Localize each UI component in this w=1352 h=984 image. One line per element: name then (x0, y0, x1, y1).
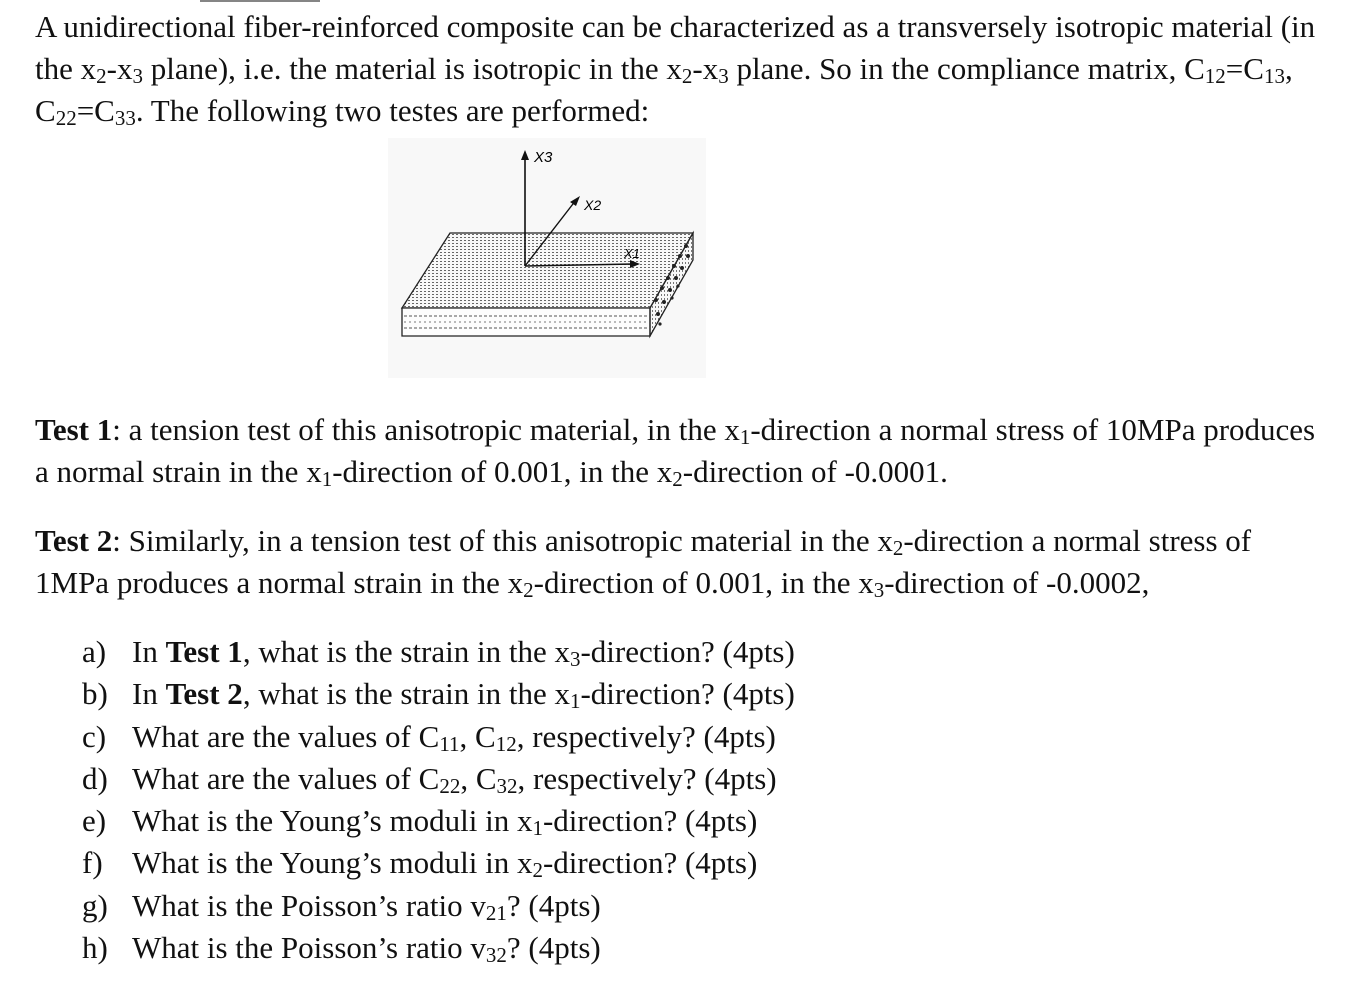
question-list (82, 631, 795, 969)
test1-label: Test 1 (35, 412, 113, 447)
question-c: c) What are the values of C11, C12, respectively? (4pts) (82, 718, 776, 756)
plate-top-face (402, 233, 693, 308)
axis-x3-label: X3 (534, 149, 553, 166)
test1-paragraph: Test 1: a tension test of this anisotropic material, in the x1-direction a normal stress of 10MPa produces a normal strain in the x1-direction of 0.001, in the x2-direction of -0.0001. (35, 412, 1316, 491)
test2-paragraph: Test 2: Similarly, in a tension test of this anisotropic material in the x2-direction a normal stress of 1MPa produces a normal strain in the x2-direction of 0.001, in the x3-direction of -0.0002, (35, 523, 1252, 602)
question-g: g) What is the Poisson’s ratio v21? (4pts) (82, 887, 601, 925)
intro-paragraph: A unidirectional fiber-reinforced composite can be characterized as a transversely isotropic material (in the x2-x3 plane), i.e. the material is isotropic in the x2-x3 plane. So in the compliance matrix, C12=C13, C22=C33. The following two testes are performed: (35, 9, 1316, 130)
question-f: f) What is the Young’s moduli in x2-direction? (4pts) (82, 845, 758, 883)
question-h: h) What is the Poisson’s ratio v32? (4pts) (82, 930, 601, 968)
composite-plate-diagram (388, 138, 706, 378)
question-a: a) In Test 1, what is the strain in the x3-direction? (4pts) (82, 634, 795, 671)
question-e: e) What is the Young’s moduli in x1-direction? (4pts) (82, 803, 758, 841)
composite-lamina-figure (388, 138, 706, 378)
axis-x1-label: X1 (624, 246, 640, 261)
axis-x2-label: X2 (584, 197, 602, 213)
test2-label: Test 2 (35, 523, 113, 558)
question-d: d) What are the values of C22, C32, respectively? (4pts) (82, 760, 777, 798)
question-b: b) In Test 2, what is the strain in the x1-direction? (4pts) (82, 676, 795, 714)
